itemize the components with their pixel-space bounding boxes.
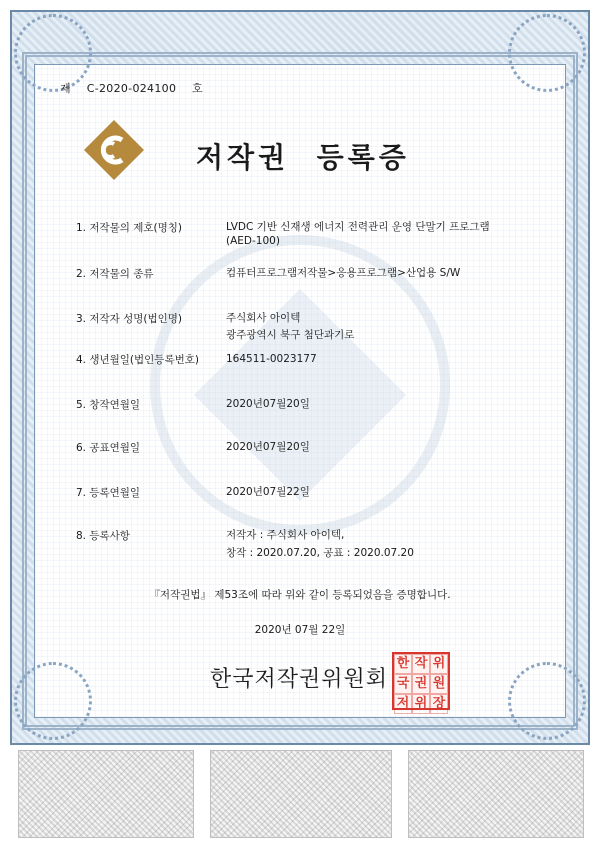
field-label: 7. 등록연월일: [76, 487, 141, 499]
reg-suffix: 호: [192, 82, 203, 95]
copyright-commission-logo: [82, 118, 146, 182]
seal-glyph: 한: [394, 654, 412, 674]
page-title: 저작권 등록증: [196, 141, 410, 174]
certification-statement: 『저작권법』 제53조에 따라 위와 같이 등록되었음을 증명합니다.: [149, 589, 451, 601]
issue-date: 2020년 07월 22일: [254, 624, 346, 636]
field-label: 1. 저작물의 제호(명칭): [76, 222, 183, 234]
security-pattern-center: [210, 750, 392, 838]
field-label: 5. 창작연월일: [76, 399, 141, 411]
field-value-line: 창작 : 2020.07.20, 공표 : 2020.07.20: [226, 547, 414, 559]
reg-number: C-2020-024100: [86, 82, 177, 95]
security-pattern-left: [18, 750, 194, 838]
field-value-line: 2020년07월22일: [226, 486, 310, 498]
field-label: 3. 저작자 성명(법인명): [76, 313, 183, 325]
corner-ornament-bottom-right: [508, 662, 586, 740]
security-pattern-right: [408, 750, 584, 838]
field-label: 6. 공표연월일: [76, 442, 141, 454]
field-value-line: LVDC 기반 신재생 에너지 전력관리 운영 단말기 프로그램: [226, 221, 490, 233]
official-seal: [392, 652, 450, 710]
corner-ornament-bottom-left: [14, 662, 92, 740]
seal-glyph: 장: [430, 694, 448, 714]
field-value: [226, 266, 526, 280]
field-value-line: 2020년07월20일: [226, 441, 310, 453]
field-value-line: 164511-0023177: [226, 353, 317, 365]
seal-glyph: 저: [394, 694, 412, 714]
seal-glyph: 국: [394, 674, 412, 694]
field-value-line: 주식회사 아이텍: [226, 312, 301, 324]
field-value-line: 컴퓨터프로그램저작물>응용프로그램>산업용 S/W: [226, 267, 461, 279]
field-value: [226, 352, 526, 366]
seal-glyph: 위: [412, 694, 430, 714]
field-label: 8. 등록사항: [76, 530, 130, 542]
seal-glyph: 권: [412, 674, 430, 694]
field-value: [226, 440, 526, 454]
seal-glyph: 위: [430, 654, 448, 674]
field-value: [226, 528, 526, 560]
issuer-name: 한국저작권위원회: [210, 667, 389, 692]
field-value-line: (AED-100): [226, 235, 280, 247]
field-label: 2. 저작물의 종류: [76, 268, 154, 280]
field-value: [226, 220, 526, 248]
reg-prefix: 제: [60, 82, 71, 95]
registration-number: [60, 80, 215, 96]
field-label: 4. 생년월일(법인등록번호): [76, 354, 199, 366]
field-value-line: 2020년07월20일: [226, 398, 310, 410]
field-value-line: 광주광역시 북구 첨단과기로: [226, 329, 355, 341]
field-value: [226, 397, 526, 411]
field-value: [226, 485, 526, 499]
seal-glyph: 작: [412, 654, 430, 674]
field-value: [226, 311, 526, 342]
seal-glyph: 원: [430, 674, 448, 694]
field-value-line: 저작자 : 주식회사 아이텍,: [226, 529, 345, 541]
corner-ornament-top-right: [508, 14, 586, 92]
